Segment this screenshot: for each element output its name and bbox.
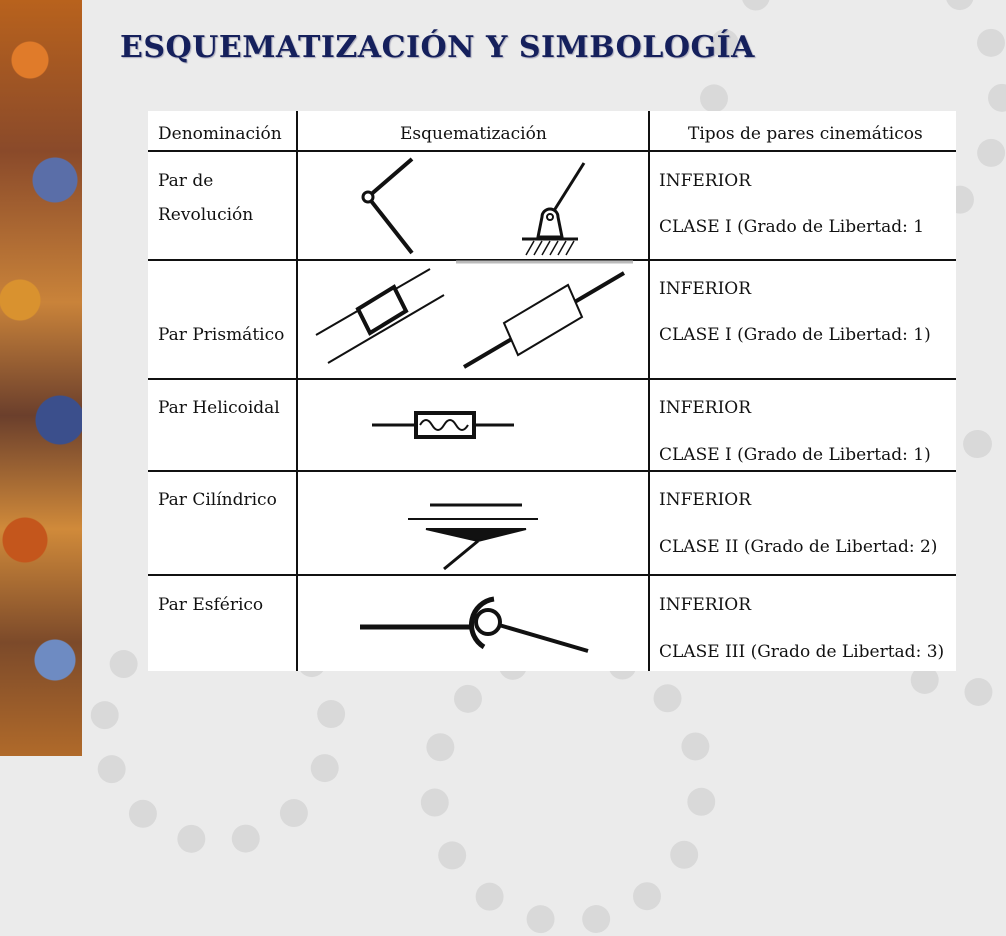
row-type: INFERIOR: [659, 490, 752, 510]
kinematic-pairs-table: [148, 111, 956, 671]
row-class: CLASE III (Grado de Libertad: 3): [659, 642, 945, 662]
background-gear: [420, 640, 716, 936]
header-tipos: Tipos de pares cinemáticos: [688, 124, 923, 144]
header-esquematizacion: Esquematización: [400, 124, 547, 144]
cylindrical-joint-icon: [408, 505, 538, 569]
revolute-joint-icon: [363, 159, 633, 262]
row-class: CLASE I (Grado de Libertad: 1): [659, 445, 931, 465]
header-denominacion: Denominación: [158, 124, 282, 144]
slide-title: ESQUEMATIZACIÓN Y SIMBOLOGÍA: [120, 30, 755, 65]
row-class: CLASE I (Grado de Libertad: 1: [659, 217, 925, 237]
row-class: CLASE I (Grado de Libertad: 1): [659, 325, 931, 345]
schematic-symbols: [148, 111, 956, 671]
row-type: INFERIOR: [659, 279, 752, 299]
helical-joint-icon: [372, 413, 514, 437]
row-name: Par de Revolución: [158, 171, 254, 225]
row-type: INFERIOR: [659, 398, 752, 418]
spherical-joint-icon: [360, 599, 588, 651]
row-type: INFERIOR: [659, 595, 752, 615]
row-class: CLASE II (Grado de Libertad: 2): [659, 537, 938, 557]
row-type: INFERIOR: [659, 171, 752, 191]
decorative-side-strip: [0, 0, 82, 756]
row-name: Par Prismático: [158, 325, 285, 345]
prismatic-joint-icon: [316, 269, 624, 367]
row-name: Par Cilíndrico: [158, 490, 277, 510]
row-name: Par Esférico: [158, 595, 264, 615]
row-name: Par Helicoidal: [158, 398, 280, 418]
